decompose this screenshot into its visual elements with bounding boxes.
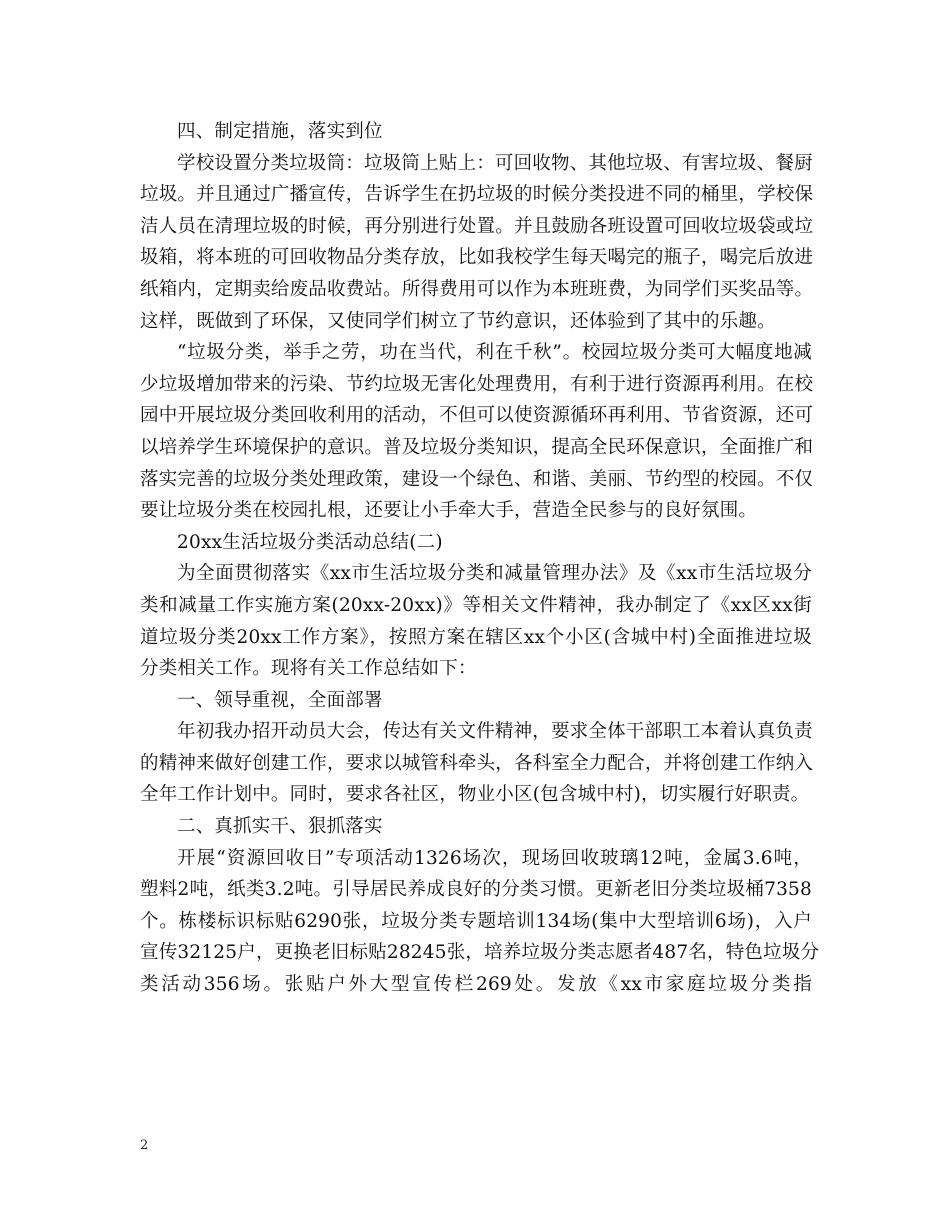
text-line: 要让垃圾分类在校园扎根，还要让小手牵大手，营造全民参与的良好氛围。: [140, 500, 758, 522]
text-line: 个。栋楼标识标贴6290张，垃圾分类专题培训134场(集中大型培训6场)，入户: [140, 910, 812, 932]
text-line: 年初我办招开动员大会，传达有关文件精神，要求全体干部职工本着认真负责: [177, 721, 813, 743]
text-line: 的精神来做好创建工作，要求以城管科牵头，各科室全力配合，并将创建工作纳入: [140, 752, 814, 774]
text-line: 二、真抓实干、狠抓落实: [177, 816, 383, 838]
text-line: 宣传32125户，更换老旧标贴28245张，培养垃圾分类志愿者487名，特色垃圾分: [140, 942, 820, 964]
document-body: [140, 116, 820, 1001]
text-line: 洁人员在清理垃圾的时候，再分别进行处置。并且鼓励各班设置可回收垃圾袋或垃: [140, 215, 814, 237]
text-line: 少垃圾增加带来的污染、节约垃圾无害化处理费用，有利于进行资源再利用。在校: [140, 373, 814, 395]
text-line: “垃圾分类，举手之劳，功在当代，利在千秋”。校园垃圾分类可大幅度地减: [177, 342, 812, 364]
text-line: 全年工作计划中。同时，要求各社区，物业小区(包含城中村)，切实履行好职责。: [140, 784, 810, 806]
text-line: 分类相关工作。现将有关工作总结如下：: [140, 658, 477, 680]
text-line: 园中开展垃圾分类回收利用的活动，不但可以使资源循环再利用、节省资源，还可: [140, 405, 814, 427]
page-number: 2: [140, 1138, 149, 1153]
text-line: 开展“资源回收日”专项活动1326场次，现场回收玻璃12吨，金属3.6吨，: [177, 847, 812, 869]
text-line: 为全面贯彻落实《xx市生活垃圾分类和减量管理办法》及《xx市生活垃圾分: [177, 563, 812, 585]
text-line: 纸箱内，定期卖给废品收费站。所得费用可以作为本班班费，为同学们买奖品等。: [140, 278, 814, 300]
text-line: 垃圾。并且通过广播宣传，告诉学生在扔垃圾的时候分类投进不同的桶里，学校保: [140, 184, 814, 206]
text-line: 这样，既做到了环保，又使同学们树立了节约意识，还体验到了其中的乐趣。: [140, 310, 776, 332]
text-line: 类和减量工作实施方案(20xx-20xx)》等相关文件精神，我办制定了《xx区xx街: [140, 594, 812, 616]
text-line: 以培养学生环境保护的意识。普及垃圾分类知识，提高全民环保意识，全面推广和: [140, 436, 814, 458]
text-line: 落实完善的垃圾分类处理政策，建设一个绿色、和谐、美丽、节约型的校园。不仅: [140, 468, 814, 490]
text-line: 塑料2吨，纸类3.2吨。引导居民养成良好的分类习惯。更新老旧分类垃圾桶7358: [140, 879, 812, 901]
text-line: 学校设置分类垃圾筒：垃圾筒上贴上：可回收物、其他垃圾、有害垃圾、餐厨: [177, 152, 813, 174]
text-line: 道垃圾分类20xx工作方案》，按照方案在辖区xx个小区(含城中村)全面推进垃圾: [140, 626, 812, 648]
text-line: 一、领导重视，全面部署: [177, 689, 383, 711]
text-line: 圾箱，将本班的可回收物品分类存放，比如我校学生每天喝完的瓶子，喝完后放进: [140, 247, 814, 269]
text-line: 四、制定措施，落实到位: [177, 121, 383, 142]
text-line: 20xx生活垃圾分类活动总结(二): [177, 531, 443, 553]
text-line: 类活动356场。张贴户外大型宣传栏269处。发放《xx市家庭垃圾分类指: [140, 974, 812, 996]
